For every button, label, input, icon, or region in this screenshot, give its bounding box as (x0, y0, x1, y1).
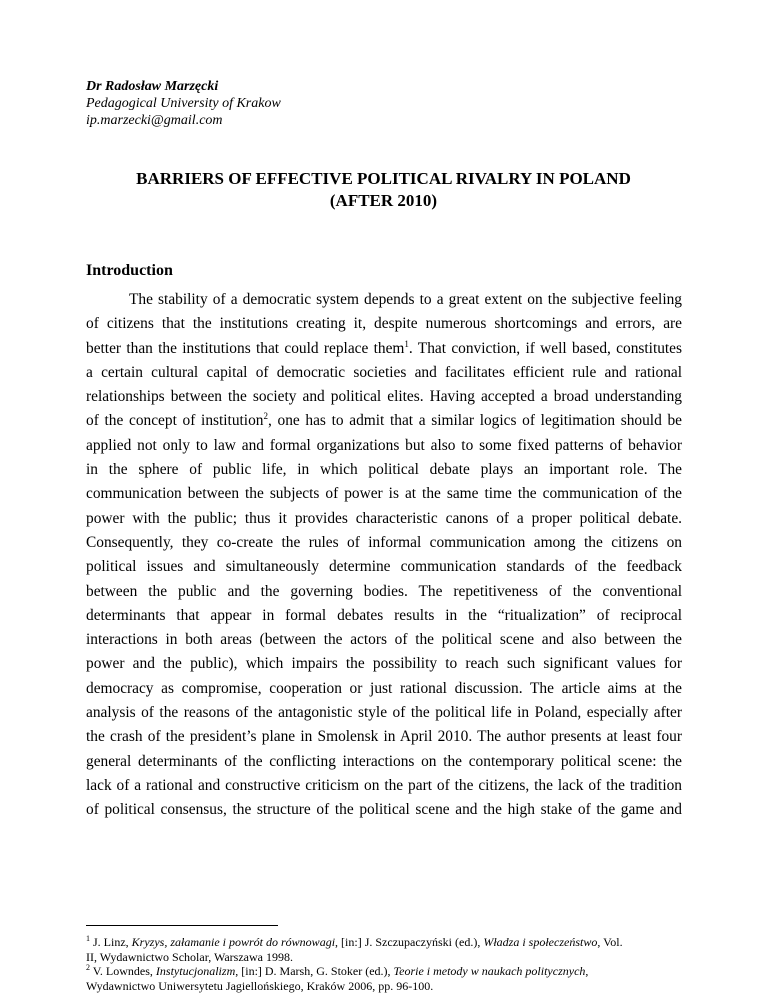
body-line: in the sphere of public life, in which political debate plays an important role. The (86, 461, 682, 479)
body-line: power and the public), which impairs the possibility to reach such significant values for (86, 655, 682, 673)
footnote-text: , [in:] D. Marsh, G. Stoker (ed.), (235, 964, 394, 978)
footnote-text: , (585, 964, 589, 978)
body-line: political issues and simultaneously determine communication standards of the feedback (86, 558, 682, 576)
body-text-segment: better than the institutions that could replace them (86, 339, 405, 357)
body-line: power with the public; thus it provides characteristic canons of a proper political debate. (86, 509, 682, 527)
body-text-segment: of the concept of institution (86, 412, 264, 430)
body-line: Consequently, they co-create the rules of informal communication among the citizens on (86, 533, 682, 551)
body-line (86, 337, 682, 361)
body-line: The stability of a democratic system depends to a great extent on the subjective feeling (129, 291, 682, 308)
footnote-1-continued: II, Wydawnictwo Scholar, Warszawa 1998. (86, 949, 293, 964)
body-line: of citizens that the institutions creating it, despite numerous shortcomings and errors, are (86, 315, 682, 333)
body-line: interactions in both areas (between the actors of the political scene and also between the (86, 631, 682, 649)
author-affiliation: Pedagogical University of Krakow (86, 96, 281, 111)
footnote-title-italic: Władza i społeczeństwo (483, 935, 598, 949)
body-line: applied not only to law and formal organizations but also to some fixed patterns of behavior (86, 436, 682, 454)
title-line-1: BARRIERS OF EFFECTIVE POLITICAL RIVALRY IN POLAND (136, 169, 631, 188)
footnote-divider (86, 925, 278, 926)
body-line: general determinants of the conflicting interactions on the contemporary political scene: the (86, 752, 682, 770)
footnote-text: , Vol. (597, 935, 623, 949)
author-name: Dr Radosław Marzęcki (86, 79, 219, 94)
body-paragraph (86, 288, 682, 823)
body-line: a certain cultural capital of democratic societies and facilitates efficient rule and rational (86, 363, 682, 381)
footnote-1 (86, 935, 682, 950)
title-line-2: (AFTER 2010) (329, 191, 438, 210)
body-line: between the public and the governing bodies. The repetitiveness of the conventional (86, 582, 682, 600)
body-line (86, 409, 682, 433)
body-text-segment: , one has to admit that a similar logics of legitimation should be (267, 412, 682, 430)
body-line: democracy as compromise, cooperation or just rational discussion. The article aims at the (86, 679, 682, 697)
section-heading: Introduction (86, 262, 173, 279)
body-line: of political consensus, the structure of the political scene and the high stake of the game and (86, 801, 682, 819)
footnote-2-continued: Wydawnictwo Uniwersytetu Jagiellońskiego, Kraków 2006, pp. 96-100. (86, 978, 434, 993)
footnote-number: 2 (86, 963, 90, 972)
footnote-ref-2: 2 (263, 411, 268, 422)
article-title (86, 168, 681, 212)
footnote-title-italic: Kryzys, załamanie i powrót do równowagi (131, 935, 336, 949)
body-line: determinants that appear in formal debates results in the “ritualization” of reciprocal (86, 606, 682, 624)
body-line: communication between the subjects of power is at the same time the communication of the (86, 485, 682, 503)
footnote-title-italic: Teorie i metody w naukach politycznych (393, 964, 586, 978)
footnote-text: V. Lowndes, (90, 964, 156, 978)
author-block (86, 78, 281, 129)
footnote-title-italic: Instytucjonalizm (155, 964, 236, 978)
footnote-text: , [in:] J. Szczupaczyński (ed.), (335, 935, 484, 949)
footnotes (86, 935, 682, 993)
author-email: ip.marzecki@gmail.com (86, 113, 223, 128)
body-line: relationships between the society and political elites. Having accepted a broad understanding (86, 388, 682, 406)
footnote-number: 1 (86, 934, 90, 943)
footnote-ref-1: 1 (404, 338, 409, 349)
footnote-2 (86, 964, 682, 979)
footnote-text: J. Linz, (90, 935, 132, 949)
body-line: lack of a rational and constructive criticism on the part of the citizens, the lack of the tradition (86, 776, 682, 794)
body-line: the crash of the president’s plane in Smolensk in April 2010. The author presents at least four (86, 728, 682, 746)
body-line: analysis of the reasons of the antagonistic style of the political life in Poland, especially after (86, 704, 682, 722)
body-text-segment: . That conviction, if well based, constitutes (408, 339, 683, 357)
